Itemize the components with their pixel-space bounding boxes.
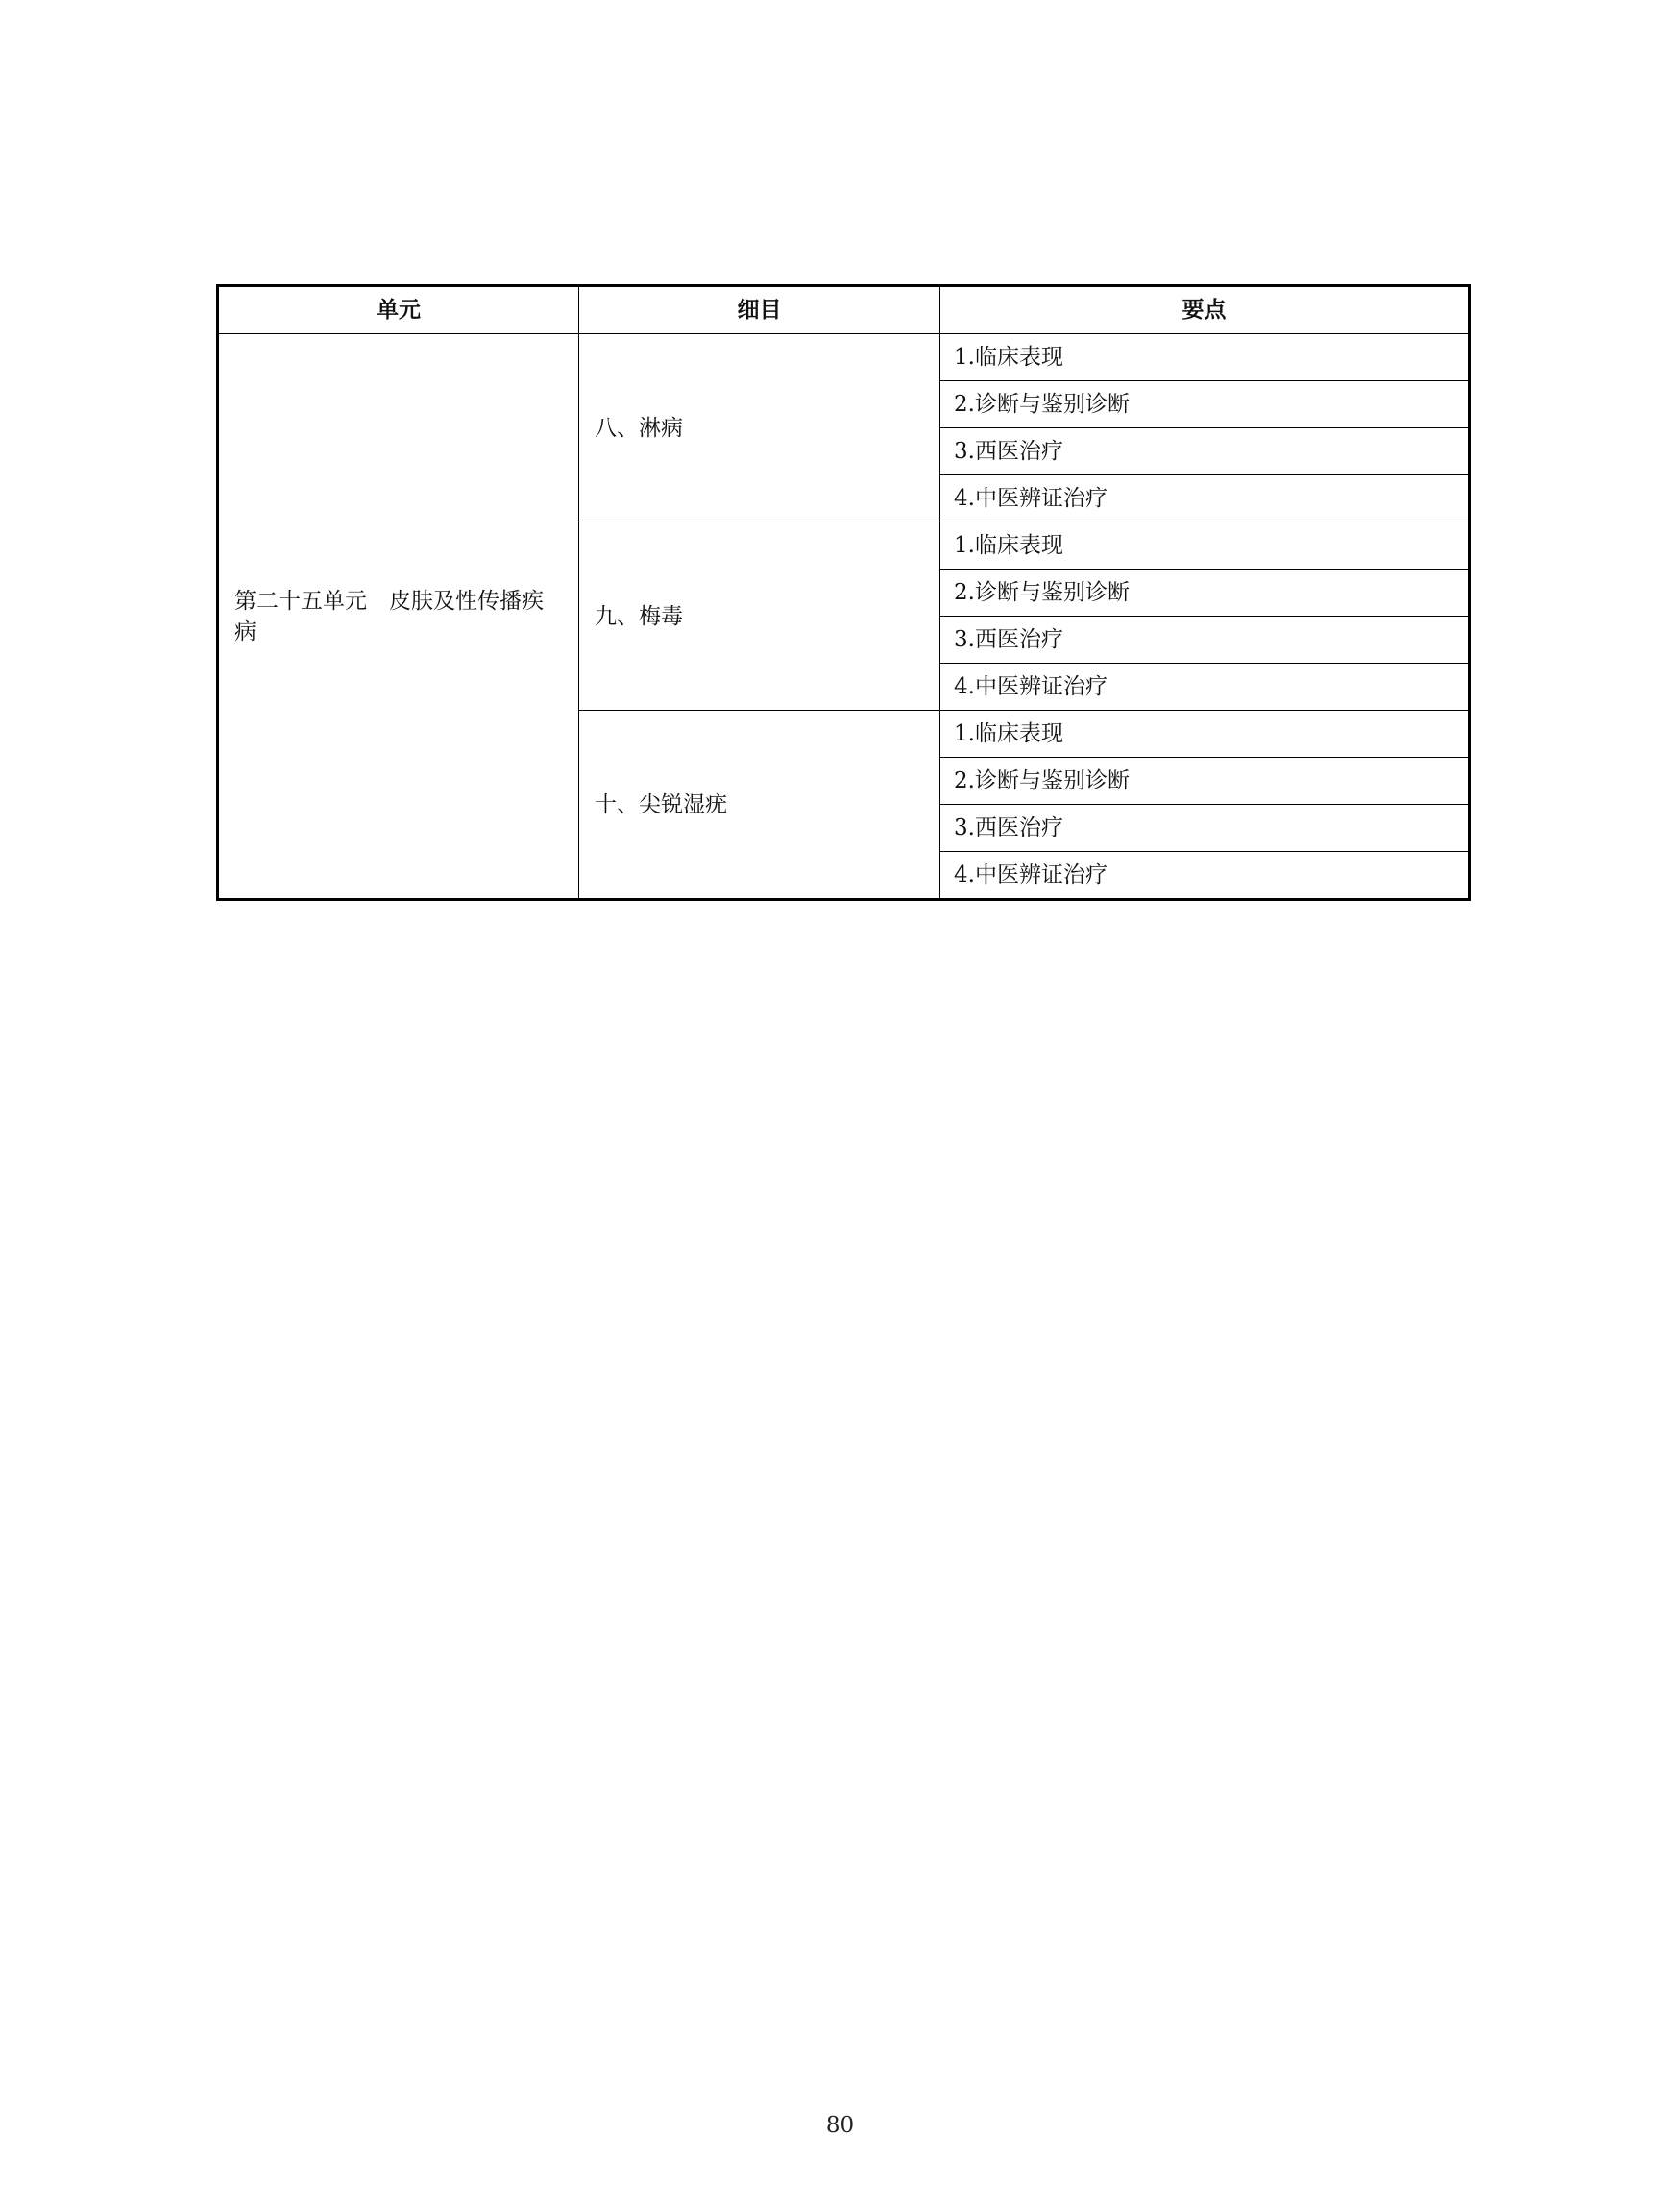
page-number: 80 xyxy=(825,2113,855,2138)
header-item: 细目 xyxy=(579,286,940,334)
point-cell: 4.中医辨证治疗 xyxy=(940,852,1470,900)
point-cell: 4.中医辨证治疗 xyxy=(940,475,1470,522)
item-cell-condyloma: 十、尖锐湿疣 xyxy=(579,711,940,900)
table-header-row xyxy=(218,286,1470,334)
point-cell: 3.西医治疗 xyxy=(940,805,1470,852)
syllabus-table xyxy=(216,284,1471,901)
point-cell: 4.中医辨证治疗 xyxy=(940,664,1470,711)
unit-cell: 第二十五单元 皮肤及性传播疾病 xyxy=(218,334,579,900)
point-cell: 3.西医治疗 xyxy=(940,617,1470,664)
table-row xyxy=(218,334,1470,381)
header-point: 要点 xyxy=(940,286,1470,334)
item-cell-gonorrhea: 八、淋病 xyxy=(579,334,940,522)
point-cell: 1.临床表现 xyxy=(940,334,1470,381)
point-cell: 3.西医治疗 xyxy=(940,428,1470,475)
point-cell: 2.诊断与鉴别诊断 xyxy=(940,381,1470,428)
point-cell: 1.临床表现 xyxy=(940,711,1470,758)
point-cell: 1.临床表现 xyxy=(940,522,1470,570)
item-cell-syphilis: 九、梅毒 xyxy=(579,522,940,711)
point-cell: 2.诊断与鉴别诊断 xyxy=(940,570,1470,617)
point-cell: 2.诊断与鉴别诊断 xyxy=(940,758,1470,805)
header-unit: 单元 xyxy=(218,286,579,334)
